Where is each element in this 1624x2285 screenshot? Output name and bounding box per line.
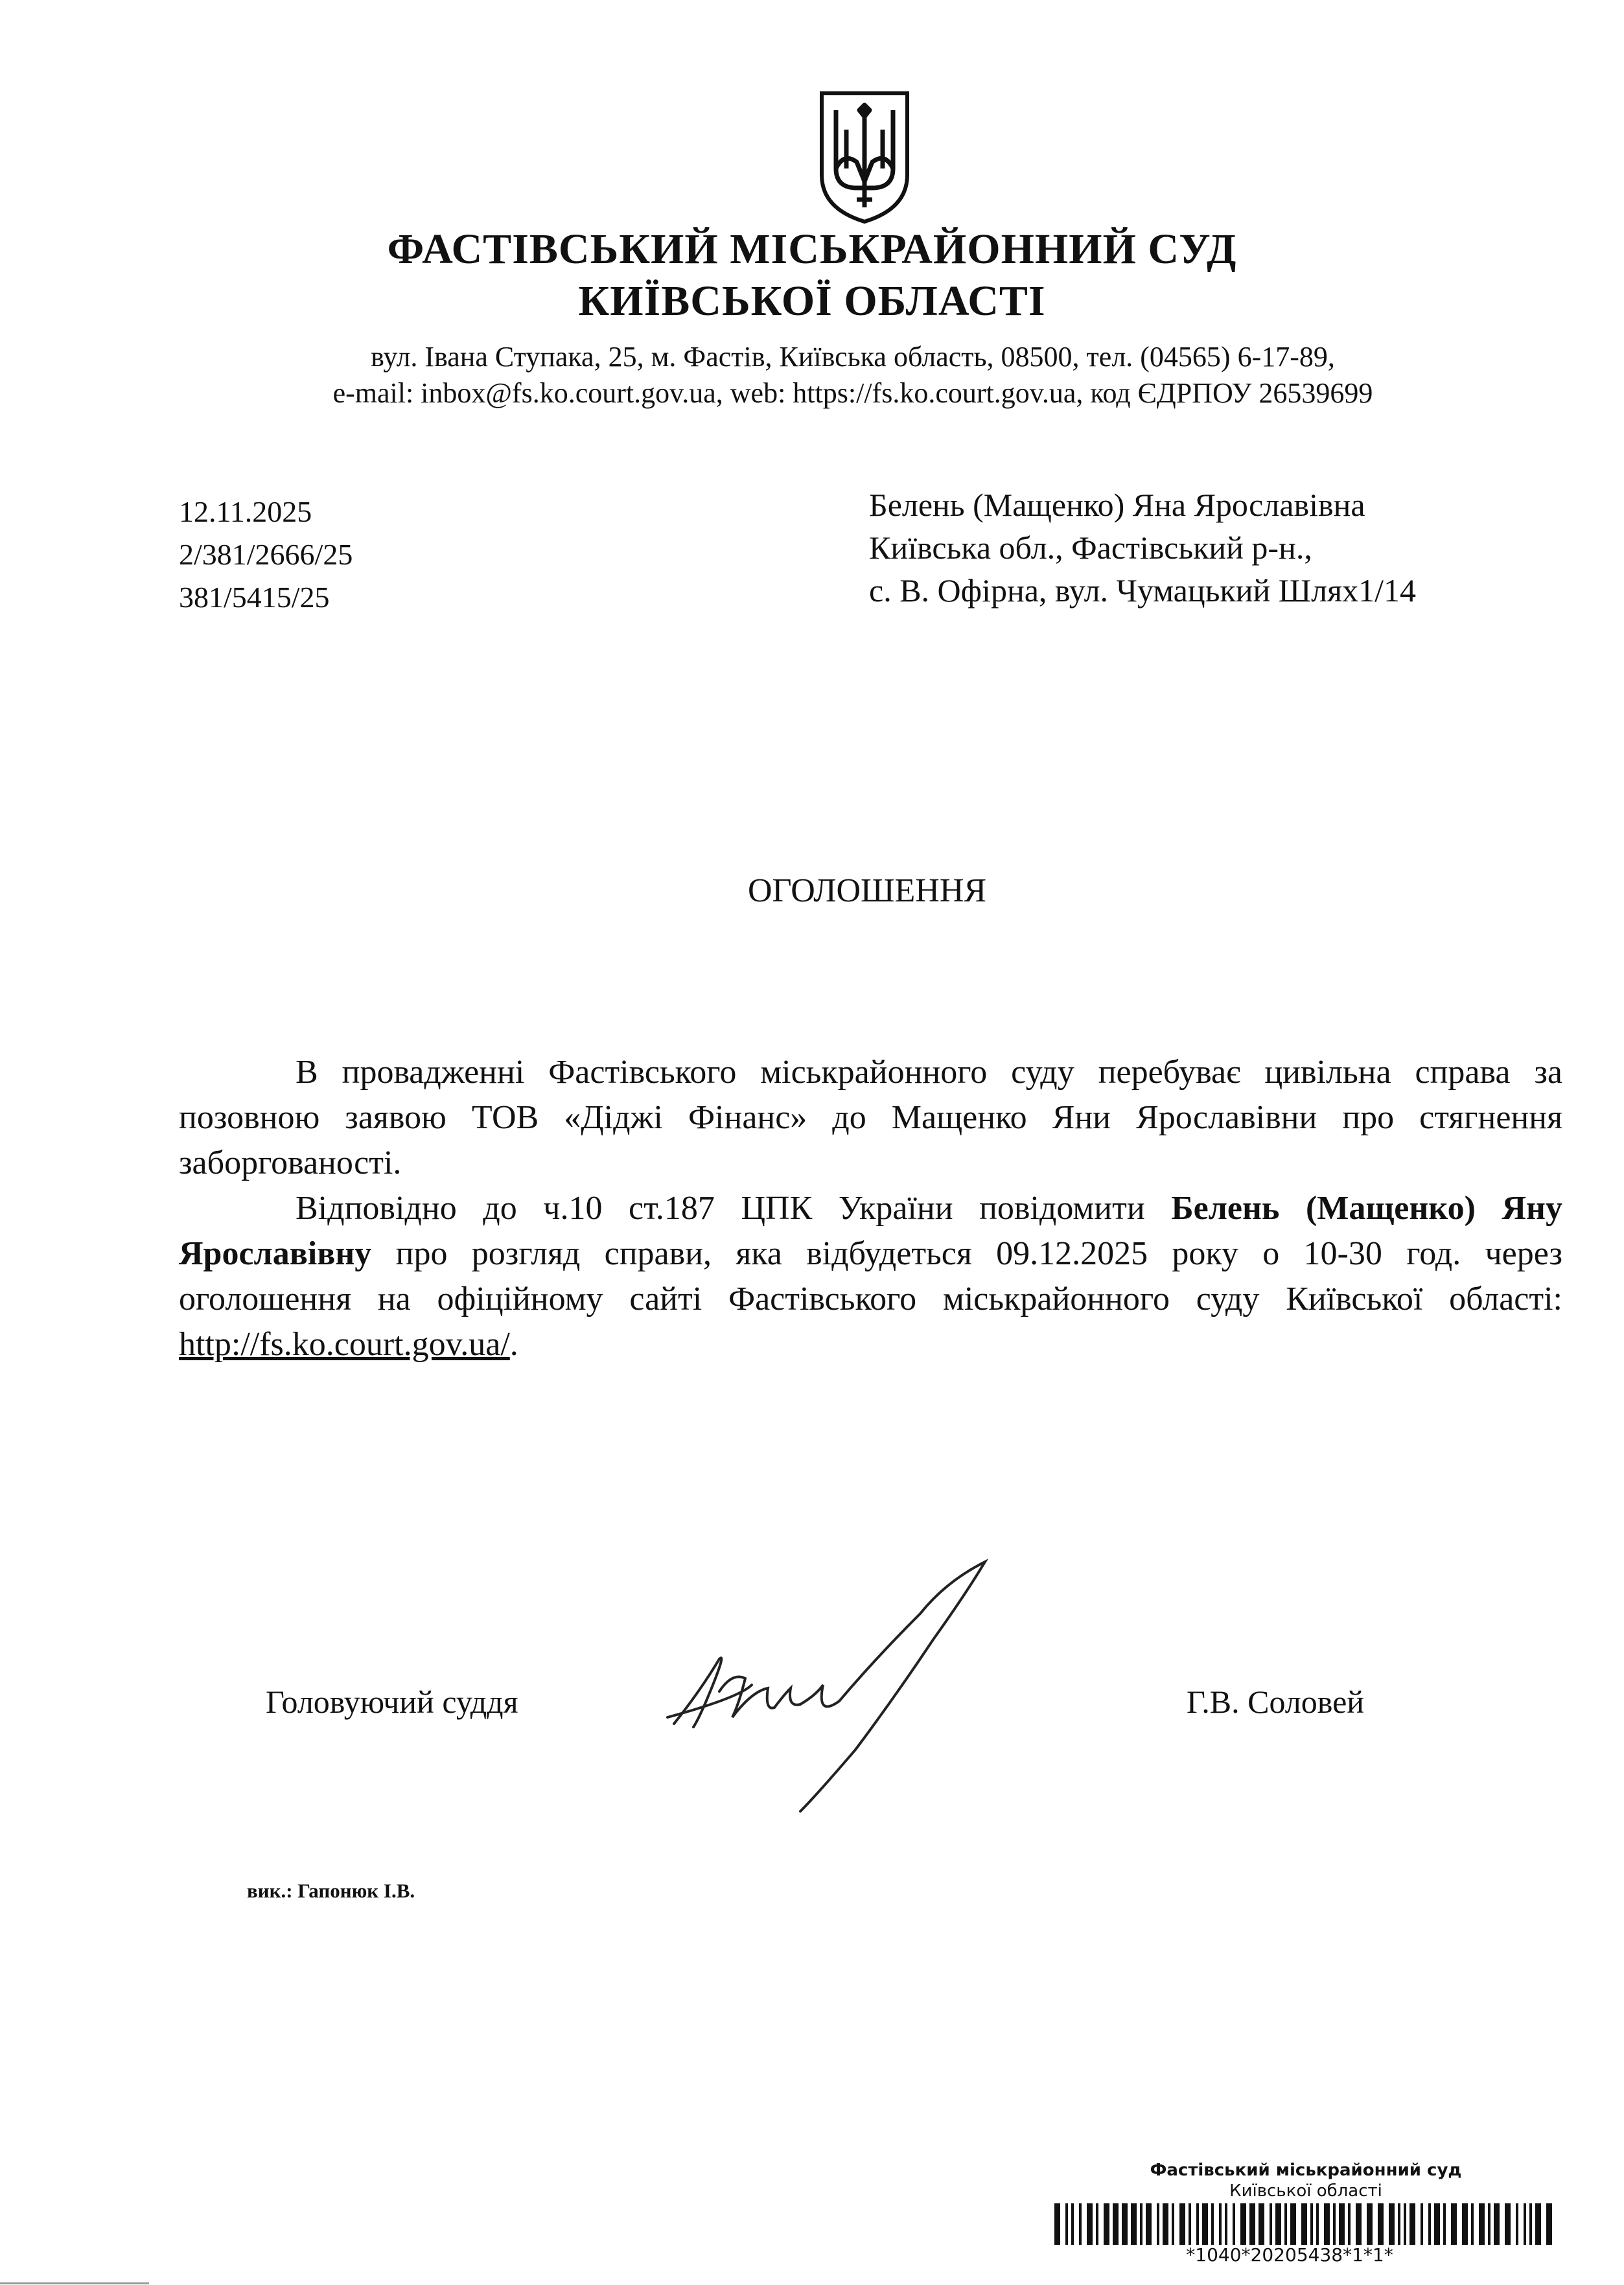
- barcode-bar: [1367, 2203, 1373, 2245]
- barcode-bar: [1157, 2203, 1159, 2245]
- addressee-name-bold: Белень (Мащенко) Яну Ярославівну: [179, 1190, 1562, 1272]
- barcode-bar: [1488, 2203, 1491, 2245]
- barcode-bar: [1546, 2203, 1552, 2245]
- barcode-bar: [1378, 2203, 1384, 2245]
- barcode-bar: [1096, 2203, 1098, 2245]
- barcode-bar: [1259, 2203, 1264, 2245]
- barcode-bar: [1219, 2203, 1222, 2245]
- stamp-region: Київської області: [1229, 2181, 1382, 2201]
- barcode-bar: [1240, 2203, 1246, 2245]
- executor-note: вик.: Гапонюк І.В.: [247, 1879, 415, 1902]
- document-body: [179, 1050, 1562, 1367]
- case-number: 381/5415/25: [179, 581, 330, 614]
- barcode-bar: [1211, 2203, 1214, 2245]
- barcode-bar: [1409, 2203, 1415, 2245]
- barcode-bar: [1479, 2203, 1485, 2245]
- barcode-bar: [1233, 2203, 1235, 2245]
- signatory-role: Головуючий суддя: [266, 1684, 518, 1720]
- document-meta: [179, 491, 353, 619]
- barcode-bar: [1505, 2203, 1511, 2245]
- barcode-bar: [1339, 2203, 1345, 2245]
- barcode-bar: [1131, 2203, 1137, 2245]
- barcode-bar: [1535, 2203, 1541, 2245]
- court-name-line2: КИЇВСЬКОЇ ОБЛАСТІ: [578, 277, 1046, 325]
- judge-name: Г.В. Соловей: [1187, 1684, 1365, 1720]
- court-address: вул. Івана Ступака, 25, м. Фастів, Київська область, 08500, тел. (04565) 6-17-89,: [371, 341, 1335, 373]
- document-heading: ОГОЛОШЕННЯ: [747, 872, 987, 909]
- barcode-bar: [1189, 2203, 1191, 2245]
- barcode-bar: [1310, 2203, 1313, 2245]
- court-name-line1: ФАСТІВСЬКИЙ МІСЬКРАЙОННИЙ СУД: [387, 226, 1237, 273]
- barcode-bar: [1398, 2203, 1400, 2245]
- barcode-bar: [1054, 2203, 1060, 2245]
- barcode-bar: [1443, 2203, 1446, 2245]
- handwritten-signature: [661, 1555, 998, 1815]
- barcode-number: *1040*20205438*1*1*: [1186, 2244, 1393, 2266]
- barcode-bar: [1333, 2203, 1336, 2245]
- paragraph-2-end: .: [509, 1326, 518, 1363]
- recipient-address-line1: Київська обл., Фастівський р-н.,: [869, 529, 1312, 566]
- barcode: [1054, 2203, 1557, 2245]
- court-website-link[interactable]: http://fs.ko.court.gov.ua/: [179, 1326, 510, 1363]
- barcode-bar: [1249, 2203, 1255, 2245]
- recipient-address-line2: с. В. Офірна, вул. Чумацький Шлях1/14: [869, 572, 1417, 609]
- barcode-bar: [1301, 2203, 1307, 2245]
- barcode-bar: [1348, 2203, 1351, 2245]
- recipient-name: Белень (Мащенко) Яна Ярославівна: [869, 487, 1365, 523]
- scan-edge-line: [0, 2282, 149, 2284]
- barcode-bar: [1451, 2203, 1457, 2245]
- barcode-bar: [1389, 2203, 1395, 2245]
- barcode-bar: [1065, 2203, 1068, 2245]
- barcode-bar: [1104, 2203, 1109, 2245]
- barcode-bar: [1516, 2203, 1518, 2245]
- barcode-bar: [1356, 2203, 1362, 2245]
- barcode-bar: [1434, 2203, 1440, 2245]
- recipient-block: [869, 483, 1416, 612]
- barcode-bar: [1202, 2203, 1208, 2245]
- barcode-bar: [1284, 2203, 1287, 2245]
- barcode-bar: [1290, 2203, 1296, 2245]
- barcode-bar: [1471, 2203, 1474, 2245]
- barcode-bar: [1428, 2203, 1431, 2245]
- barcode-bar: [1163, 2203, 1168, 2245]
- paragraph-1: В провадженні Фастівського міськрайонного суду перебуває цивільна справа за позовною заявою ТОВ «Діджі Фінанс» до Мащенко Яни Ярославівни про стягнення заборгованості.: [179, 1054, 1562, 1181]
- barcode-bar: [1275, 2203, 1281, 2245]
- barcode-bar: [1122, 2203, 1128, 2245]
- barcode-bar: [1071, 2203, 1074, 2245]
- trident-coat-of-arms-icon: [818, 91, 911, 224]
- stamp-court-name: Фастівський міськрайонний суд: [1150, 2161, 1462, 2180]
- barcode-bar: [1140, 2203, 1143, 2245]
- barcode-bar: [1524, 2203, 1526, 2245]
- barcode-bar: [1316, 2203, 1319, 2245]
- paragraph-2-middle: про розгляд справи, яка відбудеться 09.12.2025 року о 10-30 год. через оголошення на офіційному сайті Фастівського міськрайонного суду Київської області:: [179, 1235, 1562, 1317]
- barcode-bar: [1225, 2203, 1227, 2245]
- barcode-bar: [1324, 2203, 1330, 2245]
- barcode-bar: [1421, 2203, 1423, 2245]
- barcode-bar: [1196, 2203, 1199, 2245]
- barcode-bar: [1079, 2203, 1082, 2245]
- barcode-bar: [1113, 2203, 1119, 2245]
- barcode-bar: [1270, 2203, 1272, 2245]
- paragraph-2-start: Відповідно до ч.10 ст.187 ЦПК України повідомити: [296, 1190, 1172, 1227]
- outgoing-number: 2/381/2666/25: [179, 538, 353, 571]
- court-contacts: e-mail: inbox@fs.ko.court.gov.ua, web: https://fs.ko.court.gov.ua, код ЄДРПОУ 26539699: [332, 377, 1373, 409]
- paragraph-2: [179, 1186, 1562, 1367]
- barcode-bar: [1462, 2203, 1468, 2245]
- barcode-bar: [1179, 2203, 1185, 2245]
- barcode-bar: [1172, 2203, 1174, 2245]
- barcode-bar: [1404, 2203, 1406, 2245]
- barcode-bar: [1146, 2203, 1152, 2245]
- barcode-bar: [1087, 2203, 1093, 2245]
- barcode-bar: [1529, 2203, 1532, 2245]
- barcode-bar: [1494, 2203, 1500, 2245]
- document-date: 12.11.2025: [179, 495, 312, 528]
